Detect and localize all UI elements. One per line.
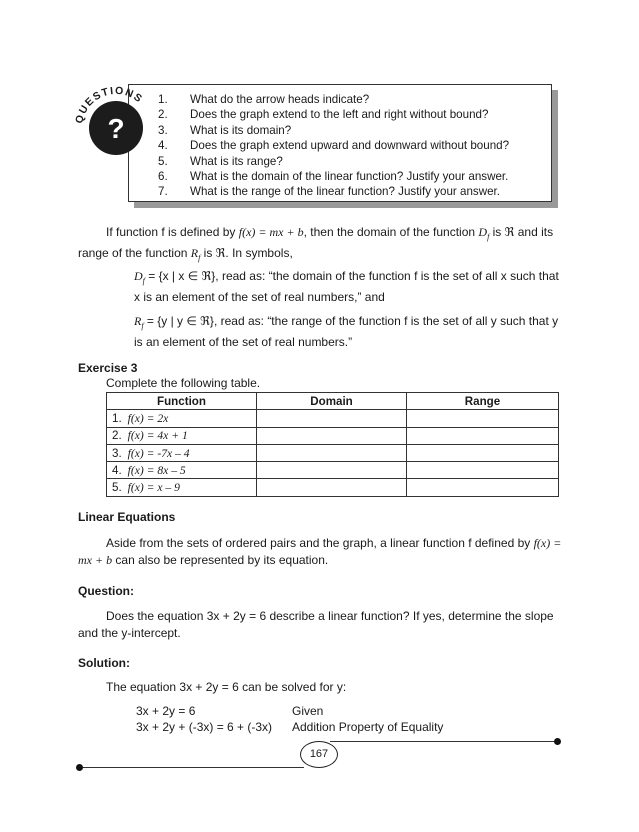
column-header: Domain — [257, 393, 407, 410]
range-definition: $R_f = \{y$ | y ∈ ℜ}, read as: “the range of the function f is the set of all y such that y is an element of the set of real numbers.” — [134, 314, 559, 350]
function-expression: f(x) = 2x — [127, 411, 169, 425]
table-row — [107, 410, 559, 427]
equation-step: 3x + 2y + (-3x) = 6 + (-3x) — [136, 720, 273, 734]
footer-dot-left — [76, 764, 83, 771]
exercise-instruction: Complete the following table. — [106, 376, 261, 390]
question-item — [158, 154, 548, 169]
function-expression: f(x) = 4x + 1 — [127, 429, 188, 443]
domain-cell[interactable] — [257, 410, 407, 427]
question-text: Does the graph extend upward and downward without bound? — [190, 139, 510, 153]
domain-cell[interactable] — [257, 479, 407, 496]
function-cell — [107, 479, 257, 496]
question-number: 5. — [158, 154, 168, 168]
table-row — [107, 479, 559, 496]
question-number: 7. — [158, 185, 168, 199]
column-header: Range — [407, 393, 559, 410]
function-cell — [107, 444, 257, 461]
row-number: 4. — [112, 463, 122, 477]
row-number: 2. — [112, 429, 122, 443]
range-cell[interactable] — [407, 479, 559, 496]
question-number: 3. — [158, 123, 168, 137]
function-cell — [107, 410, 257, 427]
svg-text:?: ? — [107, 113, 125, 144]
range-cell[interactable] — [407, 410, 559, 427]
domain-cell[interactable] — [257, 462, 407, 479]
question-item — [158, 184, 548, 199]
question-item — [158, 123, 548, 138]
equation-reason: Addition Property of Equality — [292, 720, 444, 734]
function-cell — [107, 427, 257, 444]
question-text: Does the equation 3x + 2y = 6 describe a linear function? If yes, determine the slope and the y-intercept. — [78, 609, 554, 640]
exercise-table — [106, 392, 559, 497]
function-expression: f(x) = x – 9 — [127, 481, 180, 495]
solution-text: The equation 3x + 2y = 6 can be solved for y: — [106, 680, 347, 694]
question-text: What is its range? — [190, 154, 283, 168]
range-cell[interactable] — [407, 462, 559, 479]
domain-cell[interactable] — [257, 427, 407, 444]
question-number: 1. — [158, 93, 168, 106]
linear-equations-heading: Linear Equations — [78, 510, 176, 524]
solution-heading: Solution: — [78, 656, 130, 670]
column-header: Function — [107, 393, 257, 410]
footer-rule-right — [330, 741, 557, 742]
question-number: 4. — [158, 139, 168, 153]
linear-equations-paragraph: Aside from the sets of ordered pairs and the graph, a linear function f defined by f(x) = mx + b can also be represented by its equation. — [78, 536, 562, 567]
question-item — [158, 92, 548, 107]
equation-reason: Given — [292, 704, 324, 718]
domain-range-paragraph: If function f is defined by f(x) = mx + b, then the domain of the function $D_f$ is ℜ and its range of the function $R_f$ is ℜ. In symbols, — [78, 225, 554, 263]
domain-cell[interactable] — [257, 444, 407, 461]
domain-definition: $D_f = \{x$ | x ∈ ℜ}, read as: “the domain of the function f is the set of all x such that x is an element of the set of real numbers,” and — [134, 269, 559, 305]
row-number: 3. — [112, 446, 122, 460]
question-text: What is the domain of the linear function? Justify your answer. — [190, 169, 509, 183]
question-item — [158, 138, 548, 153]
questions-badge-icon — [72, 78, 160, 166]
function-cell — [107, 462, 257, 479]
question-item — [158, 107, 548, 122]
row-number: 1. — [112, 411, 122, 425]
question-text: What do the arrow heads indicate? — [190, 93, 370, 106]
row-number: 5. — [112, 481, 122, 495]
question-number: 2. — [158, 108, 168, 122]
table-row — [107, 427, 559, 444]
function-expression: f(x) = 8x – 5 — [127, 463, 186, 477]
question-text: What is the range of the linear function? Justify your answer. — [190, 185, 500, 199]
function-expression: f(x) = -7x – 4 — [127, 446, 190, 460]
table-row — [107, 462, 559, 479]
range-cell[interactable] — [407, 444, 559, 461]
question-number: 6. — [158, 169, 168, 183]
questions-list — [158, 92, 548, 200]
question-text: Does the graph extend to the left and right without bound? — [190, 108, 489, 122]
equation-step: 3x + 2y = 6 — [136, 704, 196, 718]
range-cell[interactable] — [407, 427, 559, 444]
svg-text:QUESTIONS: QUESTIONS — [73, 84, 146, 125]
footer-dot-right — [554, 738, 561, 745]
exercise-heading: Exercise 3 — [78, 361, 138, 375]
page-number: 167 — [300, 741, 338, 768]
question-heading: Question: — [78, 584, 134, 598]
question-text: What is its domain? — [190, 123, 292, 137]
question-item — [158, 169, 548, 184]
table-row — [107, 444, 559, 461]
footer-rule-left — [80, 767, 304, 768]
table-header-row — [107, 393, 559, 410]
